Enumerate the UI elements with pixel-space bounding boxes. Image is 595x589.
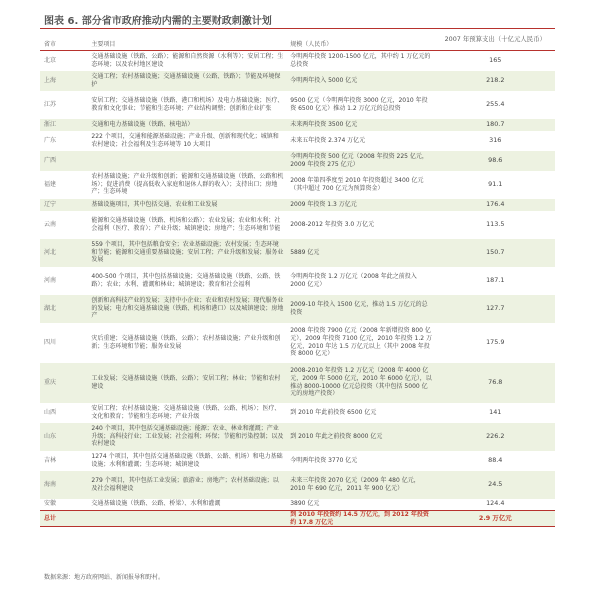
items-cell: 安居工程；交通基础设施（铁路、港口和机场）及电力基础设施；医疗、教育和文化事业；节能和生态环境；产业结构调整；创新和企业扩张 [88, 91, 287, 119]
table-row [40, 499, 555, 511]
province-cell: 安徽 [40, 499, 88, 511]
items-cell: 基础设施项目，其中包括交通、农业和工业发展 [88, 199, 287, 211]
scale-cell: 今明两年投资 1.2 万亿元（2008 年此之前投入 2000 亿元） [287, 267, 435, 295]
header-province: 省市 [40, 30, 88, 51]
estimate-cell: 316 [436, 131, 556, 151]
province-cell: 福建 [40, 171, 88, 199]
stimulus-table [40, 30, 555, 527]
items-cell: 创新和高科技产业的发展；支持中小企业；农业和农村发展；现代服务业的发展；电力和交通基础设施（铁路、机场和港口）以及城镇建设；房地产 [88, 295, 287, 323]
table-row [40, 471, 555, 499]
table-header-row [40, 30, 555, 51]
table-row [40, 151, 555, 171]
province-cell: 辽宁 [40, 199, 88, 211]
items-cell: 400-500 个项目，其中包括基础设施；交通基础设施（铁路、公路、铁路）；农业；水利、灌溉和林业；城镇建设；教育和社会福利 [88, 267, 287, 295]
estimate-cell: 226.2 [436, 423, 556, 451]
province-cell: 广东 [40, 131, 88, 151]
scale-cell: 2008-2010 年投资 1.2 万亿元（2008 年 4000 亿元，2009 年 5000 亿元，2010 年 6000 亿元），以推动 8000-10000 亿元总投资（其中包括 5000 亿元的房地产投资） [287, 363, 435, 403]
estimate-cell: 124.4 [436, 499, 556, 511]
total-estimate: 2.9 万亿元 [436, 511, 556, 527]
table-row [40, 451, 555, 471]
estimate-cell: 76.8 [436, 363, 556, 403]
items-cell [88, 151, 287, 171]
estimate-cell: 218.2 [436, 71, 556, 91]
estimate-cell: 91.1 [436, 171, 556, 199]
estimate-cell: 88.4 [436, 451, 556, 471]
table-row [40, 403, 555, 423]
items-cell: 能源和交通基础设施（铁路、机场和公路）；农业发展；农业和水利；社会福利（医疗、教育）；产业升级；城镇建设；房地产；生态环境和节能 [88, 211, 287, 239]
items-cell: 农村基础设施；产业升级和创新；能源和交通基础设施（铁路、公路和机场）；促进消费（提高低收入家庭和退休人群的收入）；支持出口；房地产；生态环境 [88, 171, 287, 199]
table-row [40, 199, 555, 211]
table-body [40, 51, 555, 511]
scale-cell: 未来三年投资 2070 亿元（2009 年 480 亿元，2010 年 690 亿元，2011 年 900 亿元） [287, 471, 435, 499]
table-row [40, 295, 555, 323]
items-cell: 交通基础设施（铁路、公路、桥梁）、水利和灌溉 [88, 499, 287, 511]
header-scale: 规模（人民币） [287, 30, 435, 51]
estimate-cell: 98.6 [436, 151, 556, 171]
header-rule [40, 28, 555, 29]
table-row [40, 71, 555, 91]
province-cell: 浙江 [40, 119, 88, 131]
items-cell: 交通和电力基础设施（铁路、核电站） [88, 119, 287, 131]
province-cell: 河南 [40, 267, 88, 295]
total-items [88, 511, 287, 527]
scale-cell: 5889 亿元 [287, 239, 435, 267]
scale-cell: 今明两年投资 1200-1500 亿元，其中约 1 万亿元的总投资 [287, 51, 435, 71]
estimate-cell: 113.5 [436, 211, 556, 239]
items-cell: 1274 个项目，其中包括交通基础设施（铁路、公路、机场）和电力基础设施；水利和灌溉；生态环境；城镇建设 [88, 451, 287, 471]
estimate-cell: 176.4 [436, 199, 556, 211]
items-cell: 交通工程；农村基础设施；交通基础设施（公路、铁路）；节能及环境保护 [88, 71, 287, 91]
province-cell: 北京 [40, 51, 88, 71]
items-cell: 559 个项目，其中包括粮食安全；农业基础设施；农村发展；生态环境和节能；能源和交通重要基础设施；安居工程；产业升级和发展；服务业发展 [88, 239, 287, 267]
province-cell: 山西 [40, 403, 88, 423]
items-cell: 279 个项目，其中包括工业发展；旅游业；房地产；农村基础设施；以及社会福利建设 [88, 471, 287, 499]
table-row [40, 363, 555, 403]
scale-cell: 2009 年投资 1.3 万亿元 [287, 199, 435, 211]
table-row [40, 131, 555, 151]
table-row [40, 239, 555, 267]
items-cell: 222 个项目，交通和能源基础设施；产业升级、创新和现代化；城镇和农村建设；社会福利及生态环境等 10 大项目 [88, 131, 287, 151]
estimate-cell: 187.1 [436, 267, 556, 295]
items-cell: 240 个项目，其中包括交通基础设施；能源；农业、林业和灌溉；产业升级；高科技行业；工业发展；社会福利；环保；节能和污染控制；以及农村建设 [88, 423, 287, 451]
header-estimate: 2007 年预算支出（十亿元人民币） [436, 30, 556, 51]
scale-cell: 未来五年投资 2.374 万亿元 [287, 131, 435, 151]
document-title: 图表 6. 部分省市政府推动内需的主要财政刺激计划 [44, 16, 272, 27]
table-row [40, 91, 555, 119]
items-cell: 安居工程；农村基础设施；交通基础设施（铁路、公路、机场）；医疗、文化和教育；节能和生态环境；产业升级 [88, 403, 287, 423]
scale-cell: 3890 亿元 [287, 499, 435, 511]
total-row [40, 511, 555, 527]
estimate-cell: 165 [436, 51, 556, 71]
source-note: 数据来源：地方政府网站、新闻报导和野村。 [44, 574, 165, 581]
province-cell: 重庆 [40, 363, 88, 403]
total-label: 总计 [40, 511, 88, 527]
province-cell: 广西 [40, 151, 88, 171]
scale-cell: 未来两年投资 3500 亿元 [287, 119, 435, 131]
scale-cell: 2008-2012 年投资 3.0 万亿元 [287, 211, 435, 239]
table-row [40, 51, 555, 71]
estimate-cell: 255.4 [436, 91, 556, 119]
province-cell: 河北 [40, 239, 88, 267]
table-row [40, 171, 555, 199]
table-row [40, 423, 555, 451]
table-row [40, 211, 555, 239]
province-cell: 江苏 [40, 91, 88, 119]
estimate-cell: 150.7 [436, 239, 556, 267]
estimate-cell: 141 [436, 403, 556, 423]
total-scale: 到 2010 年投资约 14.5 万亿元，到 2012 年投资约 17.8 万亿元 [287, 511, 435, 527]
estimate-cell: 180.7 [436, 119, 556, 131]
table-row [40, 323, 555, 363]
province-cell: 云南 [40, 211, 88, 239]
province-cell: 海南 [40, 471, 88, 499]
estimate-cell: 24.5 [436, 471, 556, 499]
items-cell: 灾后重建；交通基础设施（铁路、公路）；农村基础设施；产业升级和创新；生态环境和节能；服务业发展 [88, 323, 287, 363]
scale-cell: 今明两年投入 5000 亿元 [287, 71, 435, 91]
province-cell: 山东 [40, 423, 88, 451]
scale-cell: 9500 亿元（今明两年投资 3000 亿元，2010 年投资 6500 亿元）推动 1.2 万亿元的总投资 [287, 91, 435, 119]
scale-cell: 今明两年投资 500 亿元（2008 年投资 225 亿元，2009 年投资 275 亿元） [287, 151, 435, 171]
table-row [40, 119, 555, 131]
scale-cell: 2008 年投资 7900 亿元（2008 年新增投资 800 亿元），2009 年投资 7100 亿元，2010 年投资 1.2 万亿元，2010 年达 1.5 万亿元以上（其中 2008 年投资 8000 亿元） [287, 323, 435, 363]
header-items: 主要项目 [88, 30, 287, 51]
province-cell: 上海 [40, 71, 88, 91]
scale-cell: 到 2010 年此之前投资 8000 亿元 [287, 423, 435, 451]
estimate-cell: 127.7 [436, 295, 556, 323]
scale-cell: 今明两年投资 3770 亿元 [287, 451, 435, 471]
items-cell: 工业发展；交通基础设施（铁路、公路）；安居工程；林业；节能和农村建设 [88, 363, 287, 403]
table-row [40, 267, 555, 295]
province-cell: 四川 [40, 323, 88, 363]
province-cell: 湖北 [40, 295, 88, 323]
scale-cell: 2008 年第四季度至 2010 年投资超过 3400 亿元（其中超过 700 亿元为预算资金） [287, 171, 435, 199]
items-cell: 交通基础设施（铁路、公路）；能源和自然资源（水利等）；安居工程；生态环境；以及农村地区建设 [88, 51, 287, 71]
scale-cell: 到 2010 年此前投资 6500 亿元 [287, 403, 435, 423]
scale-cell: 2009-10 年投入 1500 亿元，推动 1.5 万亿元的总投资 [287, 295, 435, 323]
province-cell: 吉林 [40, 451, 88, 471]
estimate-cell: 175.9 [436, 323, 556, 363]
